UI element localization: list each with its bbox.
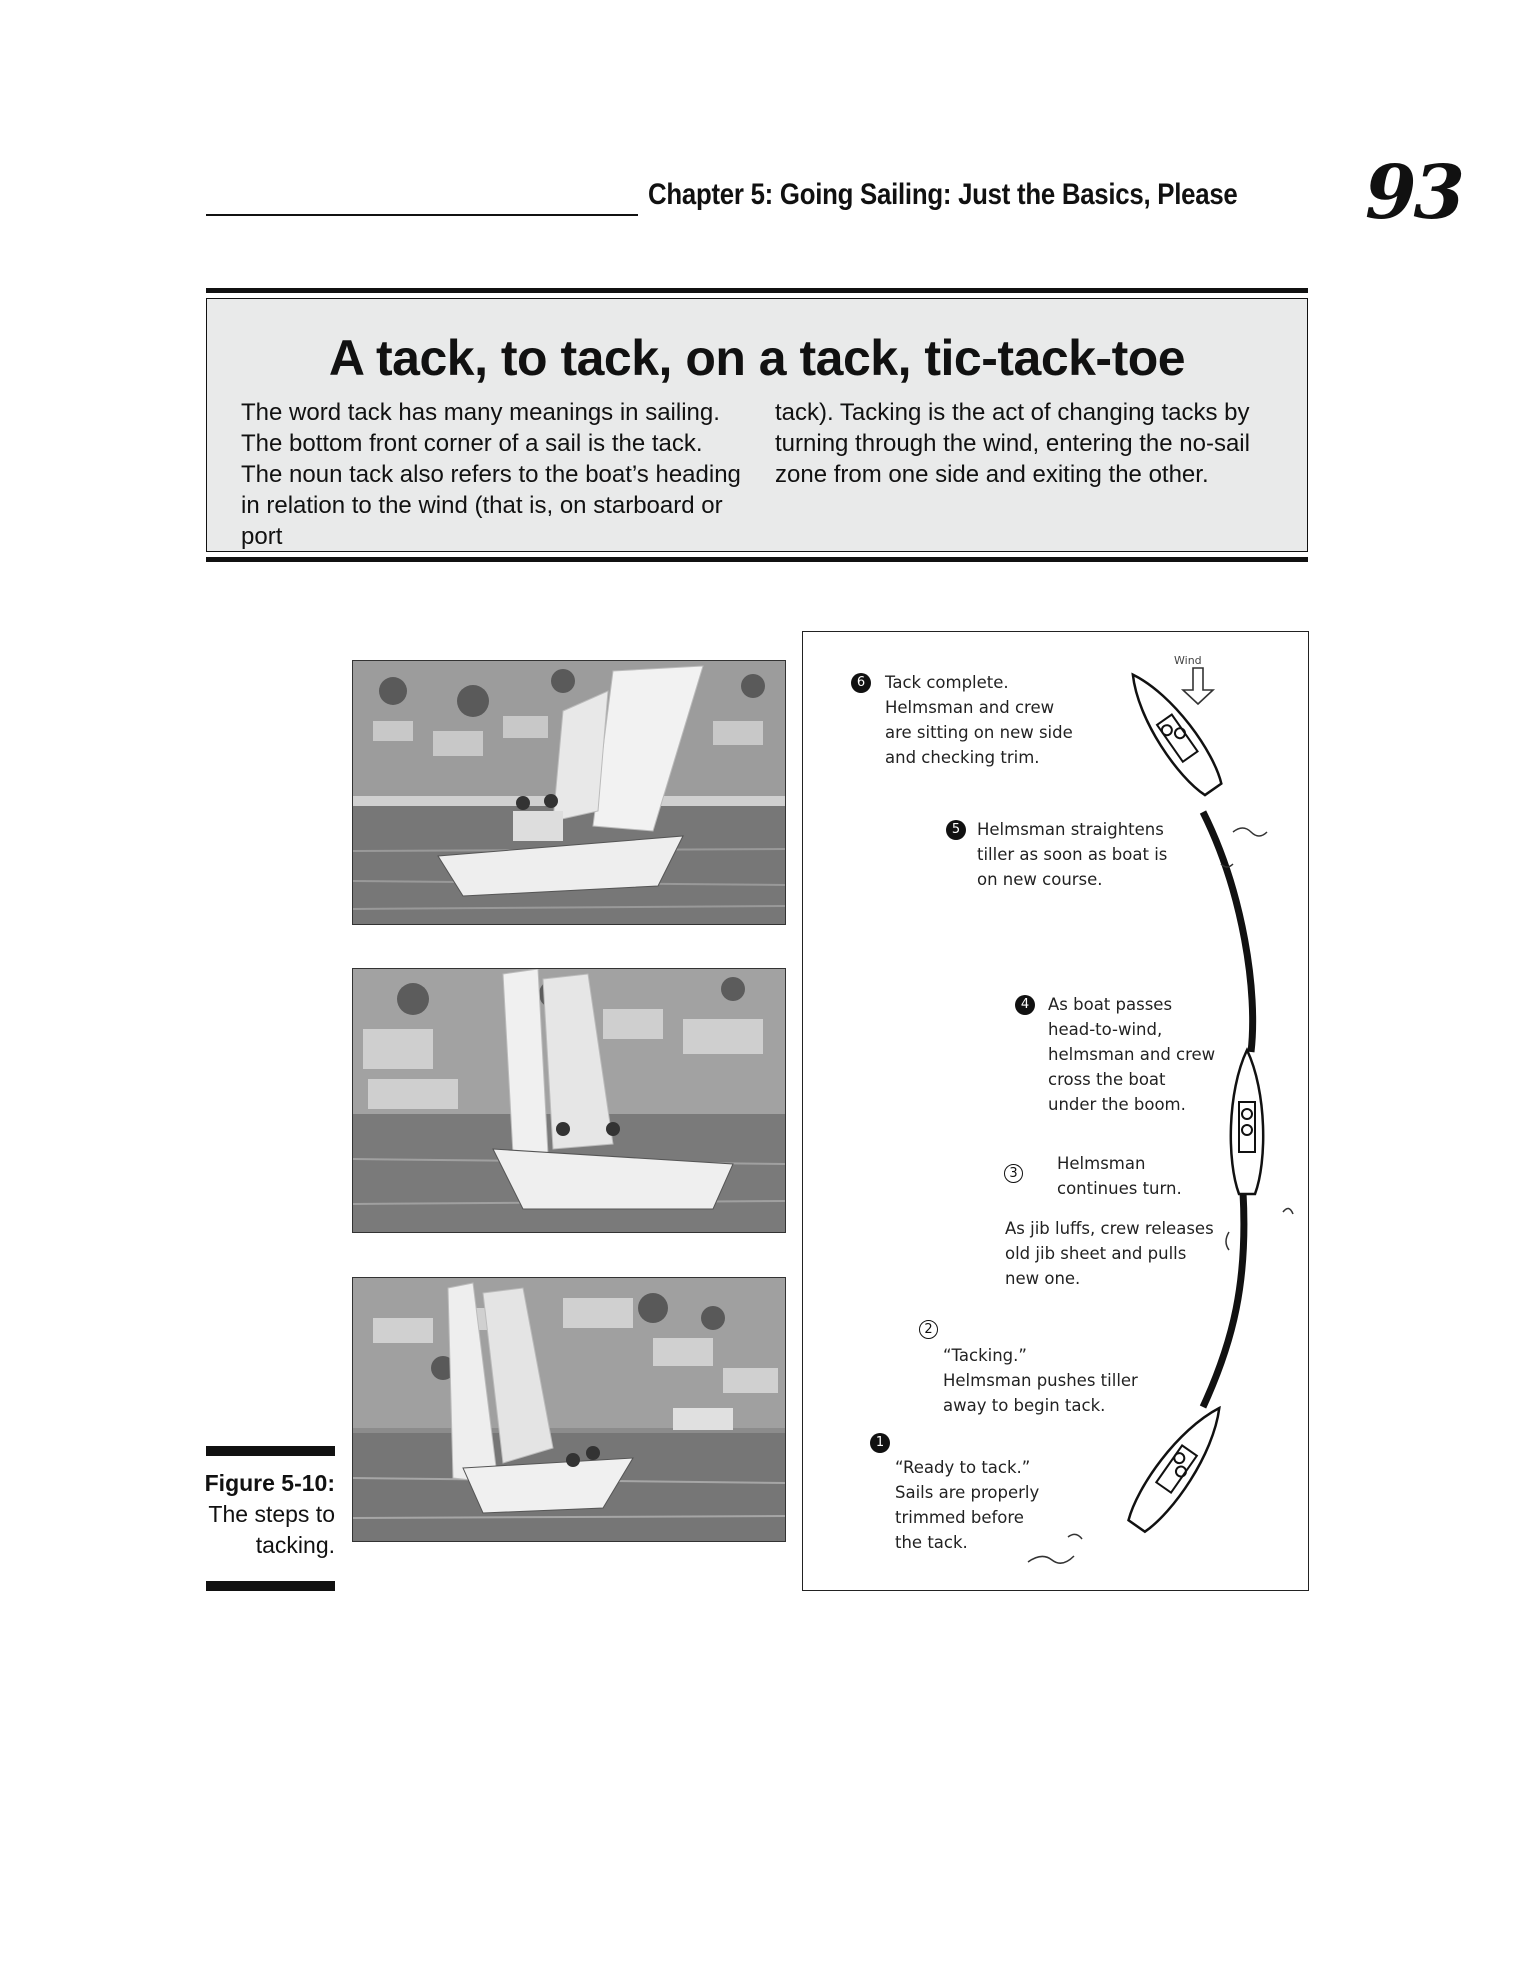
step-1-text: “Ready to tack.” Sails are properly trimmed before the tack. [895,1458,1040,1552]
step-2-number: 2 [919,1320,938,1339]
photo-tack-complete [352,1277,786,1542]
sidebar-column-left: The word tack has many meanings in sailing. The bottom front corner of a sail is the tack. The noun tack also refers to the boat’s heading in relation to the wind (that is, on starboard or port [241,399,741,550]
caption-bottom-bar [206,1581,335,1591]
sidebar-panel [206,298,1308,552]
caption-top-bar [206,1446,335,1456]
page-number: 93 [1365,150,1462,236]
boat-bottom-icon [1122,1398,1234,1537]
step-2-text: “Tacking.” Helmsman pushes tiller away to begin tack. [943,1346,1138,1415]
sidebar-top-rule [206,288,1308,293]
sidebar-title: A tack, to tack, on a tack, tic-tack-toe [328,330,1186,386]
step-5-number: 5 [946,820,966,840]
header-rule [206,214,638,216]
figure-caption [150,1468,335,1561]
sidebar-bottom-rule [206,557,1308,562]
running-head: Chapter 5: Going Sailing: Just the Basics, Please [648,178,1238,211]
wind-label: Wind [1174,654,1202,667]
sidebar-box [206,288,1308,562]
step-3-number: 3 [1004,1164,1023,1183]
step-6-number: 6 [851,673,871,693]
photo-tack-start [352,660,786,925]
step-5-text: Helmsman straightens tiller as soon as boat is on new course. [977,820,1168,889]
figure-caption-text: The steps to tacking. [208,1501,335,1558]
step-6-text: Tack complete. Helmsman and crew are sitting on new side and checking trim. [885,673,1073,767]
wind-arrow-icon [1183,668,1213,704]
figure-label: Figure 5-10: [204,1470,335,1496]
step-4-number: 4 [1015,995,1035,1015]
sidebar-column-right: tack). Tacking is the act of changing tacks by turning through the wind, entering the no-sail zone from one side and exiting the other. [775,399,1250,488]
boat-middle-icon [1231,1050,1263,1194]
step-3-text: Helmsman continues turn. [1057,1154,1182,1198]
photo-head-to-wind [352,968,786,1233]
step-4-text: As boat passes head-to-wind, helmsman and crew cross the boat under the boom. [1048,995,1216,1114]
boat-top-icon [1118,664,1228,799]
tacking-diagram [802,631,1309,1591]
step-3-subtext: As jib luffs, crew releases old jib sheet and pulls new one. [1005,1219,1214,1288]
step-1-number: 1 [870,1433,890,1453]
